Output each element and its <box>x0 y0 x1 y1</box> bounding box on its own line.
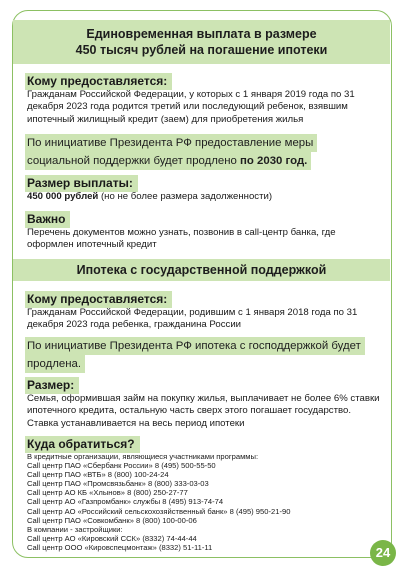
contacts-list <box>27 452 382 552</box>
who-text-2: Гражданам Российской Федерации, родившим с 1 января 2018 года по 31 декабря 2023 года ребенка, гражданина России <box>27 307 358 331</box>
list-item: В компании - застройщики: <box>27 524 123 534</box>
list-item: Call центр ПАО «ВТБ» 8 (800) 100-24-24 <box>27 470 169 480</box>
section2-title: Ипотека с государственной поддержкой <box>13 259 390 281</box>
amount-text <box>27 191 382 203</box>
section1-title-line2: 450 тысяч рублей на погашение ипотеки <box>75 43 328 57</box>
amount-note: (но не более размера задолженности) <box>98 191 273 202</box>
where-heading: Куда обратиться? <box>25 436 140 453</box>
list-item: Call центр ПАО «Сбербанк России» 8 (495) 500-55-50 <box>27 461 216 471</box>
size-text: Семья, оформившая займ на покупку жилья, выплачивает не более 6% ставки ипотечного кредита, остальную часть сверх этого погашает государство. Ставка устанавливается на весь период ипотеки <box>27 393 380 429</box>
list-item: Call центр АО «Кировский ССК» (8332) 74-44-44 <box>27 533 197 543</box>
list-item: Call центр АО «Российский сельскохозяйственный банк» 8 (495) 950-21-90 <box>27 506 291 516</box>
initiative-1-line2-text: социальной поддержки будет продлено <box>27 155 241 167</box>
list-item: Call центр АО КБ «Хлынов» 8 (800) 250-27-77 <box>27 488 188 498</box>
amount-heading: Размер выплаты: <box>25 175 138 192</box>
who-heading-1: Кому предоставляется: <box>25 73 172 90</box>
list-item: В кредитные организации, являющиеся участниками программы: <box>27 452 259 461</box>
initiative-1-year: по 2030 год. <box>240 155 308 167</box>
list-item: Call центр ПАО «Совкомбанк» 8 (800) 100-00-06 <box>27 515 197 525</box>
page-number-badge: 24 <box>370 540 396 566</box>
initiative-2-line2: продлена. <box>25 355 85 373</box>
who-heading-2: Кому предоставляется: <box>25 291 172 308</box>
who-text-1: Гражданам Российской Федерации, у которых с 1 января 2019 года по 31 декабря 2023 года родится третий или последующий ребенок, взявшим ипотечный жилищный кредит (заем) для приобретения жилья <box>27 89 355 125</box>
size-heading: Размер: <box>25 377 79 394</box>
list-item: Call центр ПАО «Промсвязьбанк» 8 (800) 333-03-03 <box>27 479 209 489</box>
section1-title-line1: Единовременная выплата в размере <box>86 27 317 41</box>
list-item: Call центр ООО «Кировспецмонтаж» (8332) 51-11-11 <box>27 542 213 552</box>
list-item: Call центр АО «Газпромбанк» службы 8 (495) 913-74-74 <box>27 497 224 507</box>
important-text: Перечень документов можно узнать, позвонив в call-центр банка, где оформлен ипотечный кредит <box>27 227 336 251</box>
amount-value: 450 000 рублей <box>27 191 99 202</box>
important-heading: Важно <box>25 211 70 228</box>
initiative-2-line1: По инициативе Президента РФ ипотека с господдержкой будет <box>25 337 365 355</box>
initiative-1-line2 <box>25 152 311 170</box>
initiative-1-line1: По инициативе Президента РФ предоставление меры <box>25 134 317 152</box>
section1-title <box>13 20 390 64</box>
